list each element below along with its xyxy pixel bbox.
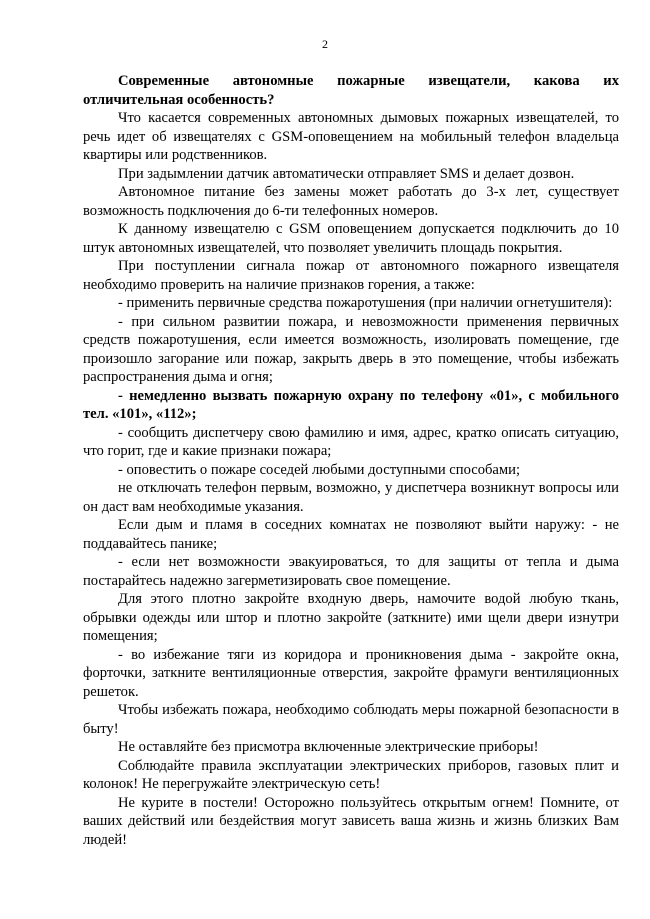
paragraph: не отключать телефон первым, возможно, у диспетчера возникнут вопросы или он даст вам необходимые указания. (83, 480, 619, 515)
document-body (83, 72, 619, 849)
paragraph: Что касается современных автономных дымовых пожарных извещателей, то речь идет об извещателях с GSM-оповещением на мобильный телефон владельца квартиры или родственников. (83, 110, 619, 163)
paragraph: - при сильном развитии пожара, и невозможности применения первичных средств пожаротушения, если имеется возможность, изолировать помещение, где произошло загорание или пожар, закрыть дверь в это помещение, чтобы избежать распространения дыма и огня; (83, 313, 619, 385)
paragraph: Если дым и пламя в соседних комнатах не позволяют выйти наружу: - не поддавайтесь панике; (83, 517, 619, 552)
paragraph: Для этого плотно закройте входную дверь, намочите водой любую ткань, обрывки одежды или штор и плотно закройте (заткните) ими щели двери изнутри помещения; (83, 591, 619, 644)
paragraph: Чтобы избежать пожара, необходимо соблюдать меры пожарной безопасности в быту! (83, 702, 619, 737)
paragraph: Не курите в постели! Осторожно пользуйтесь открытым огнем! Помните, от ваших действий или бездействия могут зависеть ваша жизнь и жизнь близких Вам людей! (83, 794, 619, 848)
paragraph: - оповестить о пожаре соседей любыми доступными способами; (118, 461, 521, 478)
paragraph: Не оставляйте без присмотра включенные электрические приборы! (118, 739, 539, 755)
paragraph: - во избежание тяги из коридора и проникновения дыма - закройте окна, форточки, заткните вентиляционные отверстия, закройте фрамуги вентиляционных решеток. (83, 646, 619, 700)
paragraph: - сообщить диспетчеру свою фамилию и имя, адрес, кратко описать ситуацию, что горит, где и какие признаки пожара; (83, 424, 619, 459)
paragraph: При поступлении сигнала пожар от автономного пожарного извещателя необходимо проверить на наличие признаков горения, а также: (83, 258, 619, 293)
paragraph-list (83, 109, 619, 849)
paragraph: При задымлении датчик автоматически отправляет SMS и делает дозвон. (118, 165, 575, 182)
paragraph: - немедленно вызвать пожарную охрану по телефону «01», с мобильного тел. «101», «112»; (83, 387, 619, 422)
paragraph: Автономное питание без замены может работать до 3-х лет, существует возможность подключения до 6-ти телефонных номеров. (83, 184, 619, 219)
paragraph: - если нет возможности эвакуироваться, то для защиты от тепла и дыма постарайтесь надежно загерметизировать свое помещение. (83, 554, 619, 589)
paragraph: - применить первичные средства пожаротушения (при наличии огнетушителя): (118, 295, 613, 311)
section-heading: Современные автономные пожарные извещатели, какова их отличительная особенность? (83, 73, 619, 108)
paragraph: Соблюдайте правила эксплуатации электрических приборов, газовых плит и колонок! Не перегружайте электрическую сеть! (83, 757, 619, 792)
page-number: 2 (322, 37, 328, 51)
paragraph: К данному извещателю с GSM оповещением допускается подключить до 10 штук автономных извещателей, что позволяет увеличить площадь покрытия. (83, 221, 619, 256)
